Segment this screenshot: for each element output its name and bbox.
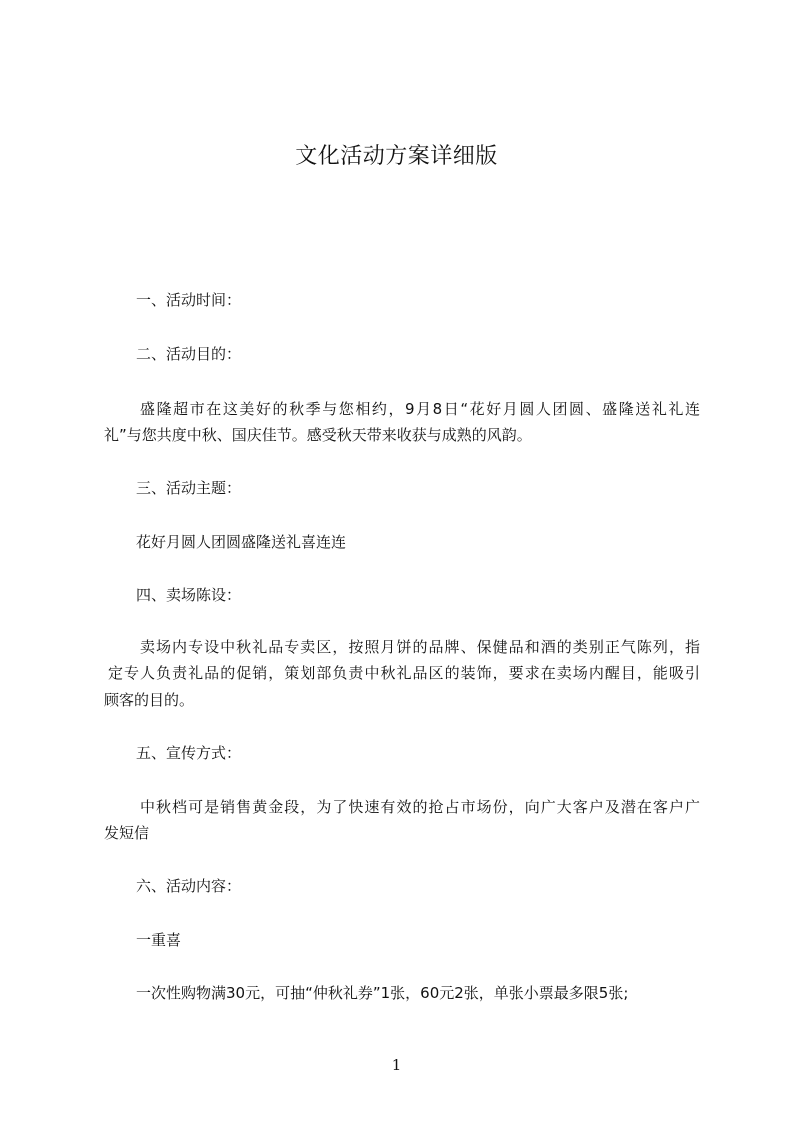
section-heading-purpose: 二、活动目的： [136, 345, 242, 363]
section-heading-time: 一、活动时间： [136, 291, 242, 309]
section-heading-content: 六、活动内容： [136, 877, 242, 895]
page-number: 1 [391, 1056, 402, 1074]
display-text-line-3: 顾客的目的。 [104, 691, 195, 709]
promotion-text-line-2: 发短信 [104, 824, 150, 842]
first-prize-text: 一次性购物满30元，可抽“仲秋礼券”1张，60元2张，单张小票最多限5张; [136, 984, 629, 1002]
theme-text: 花好月圆人团圆盛隆送礼喜连连 [136, 533, 347, 551]
purpose-text-line-1: 盛隆超市在这美好的秋季与您相约，9月8日“花好月圆人团圆、盛隆送礼礼连 [140, 400, 700, 418]
purpose-text-line-2: 礼”与您共度中秋、国庆佳节。感受秋天带来收获与成熟的风韵。 [104, 426, 532, 444]
document-title: 文化活动方案详细版 [295, 144, 498, 169]
first-prize-heading: 一重喜 [136, 931, 182, 949]
display-text-line-1: 卖场内专设中秋礼品专卖区，按照月饼的品牌、保健品和酒的类别正气陈列，指 [140, 638, 700, 656]
section-heading-promotion: 五、宣传方式： [136, 744, 242, 762]
section-heading-display: 四、卖场陈设： [136, 586, 242, 604]
display-text-line-2: 定专人负责礼品的促销，策划部负责中秋礼品区的装饰，要求在卖场内醒目，能吸引 [108, 664, 700, 682]
section-heading-theme: 三、活动主题： [136, 479, 242, 497]
promotion-text-line-1: 中秋档可是销售黄金段，为了快速有效的抢占市场份，向广大客户及潜在客户广 [140, 798, 700, 816]
